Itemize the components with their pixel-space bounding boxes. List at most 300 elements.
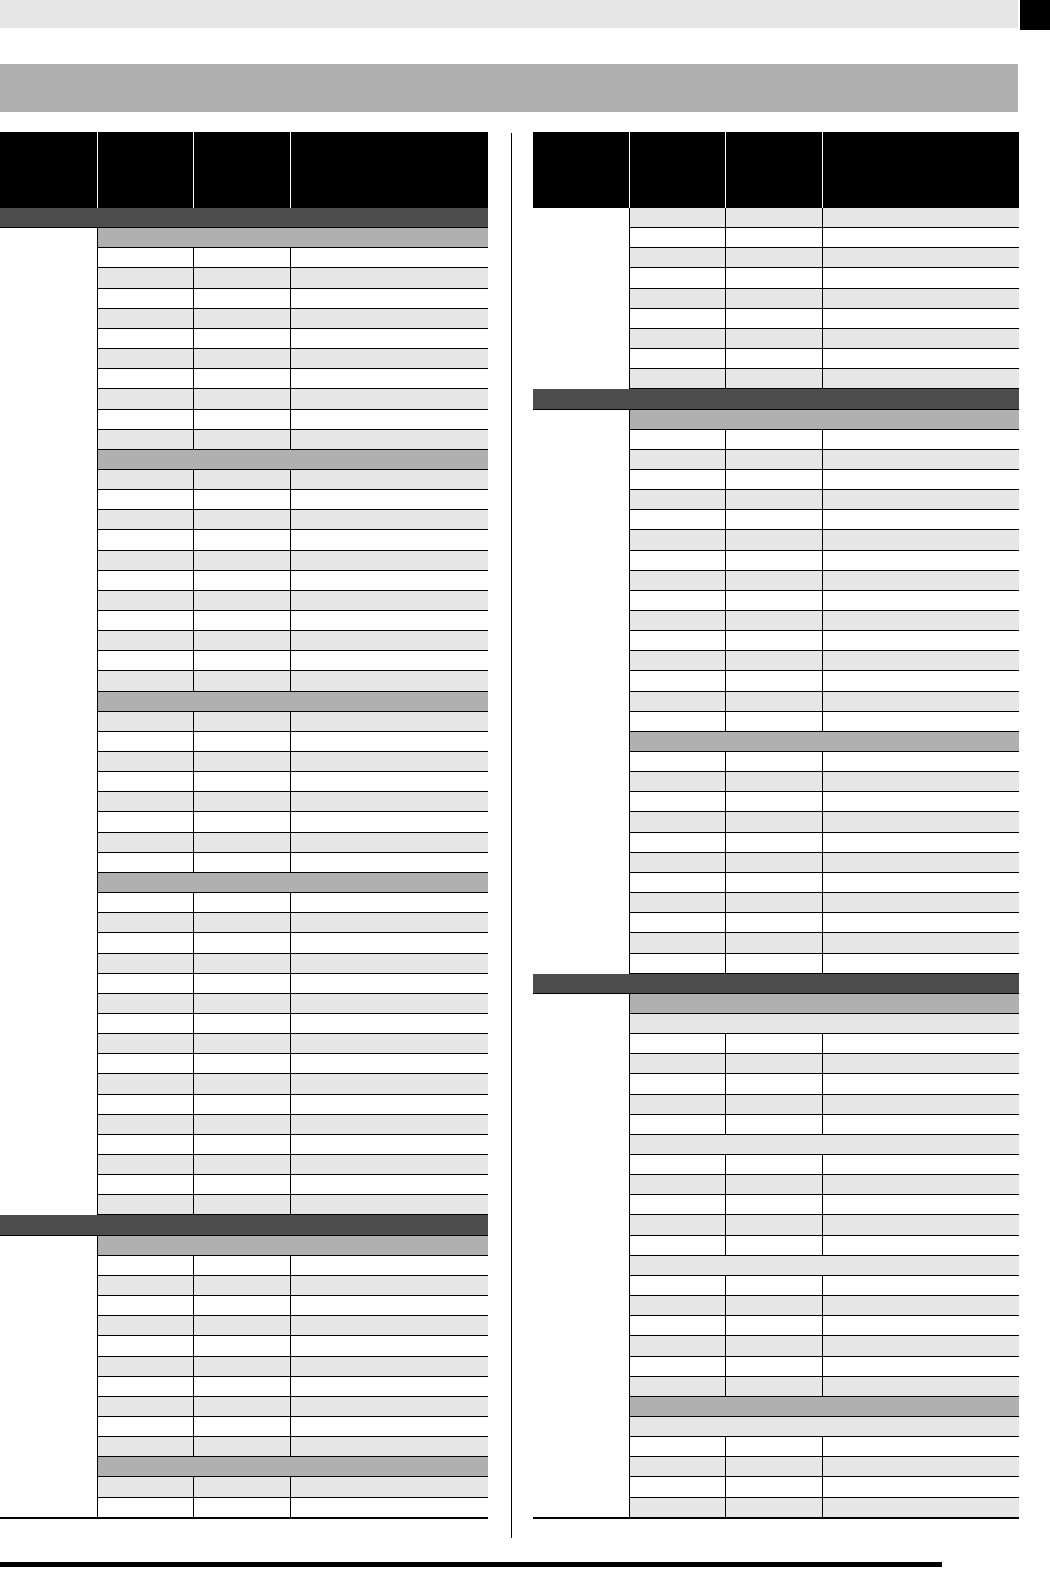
row-cell-a xyxy=(629,1155,725,1174)
table-row xyxy=(629,591,1019,611)
row-cell-b xyxy=(725,349,823,368)
group-row xyxy=(629,410,1019,430)
row-cell-b xyxy=(193,1477,291,1497)
row-cell-a xyxy=(629,954,725,973)
row-cell-b xyxy=(725,1074,823,1094)
table-row xyxy=(629,309,1019,329)
row-cell-c xyxy=(822,490,1020,509)
table-row xyxy=(629,692,1019,712)
row-cell-c xyxy=(822,651,1020,670)
row-cell-b xyxy=(193,671,291,691)
table-row xyxy=(97,893,488,913)
row-cell-b xyxy=(725,1215,823,1235)
row-cell-b xyxy=(193,1115,291,1134)
table-row xyxy=(97,812,488,833)
chapter-tab-marker xyxy=(1020,0,1050,30)
row-cell-c xyxy=(290,1316,489,1335)
row-cell-c xyxy=(290,1276,489,1295)
row-cell-a xyxy=(97,752,193,771)
table-row xyxy=(629,329,1019,349)
row-cell-c xyxy=(290,1437,489,1456)
row-cell-a xyxy=(97,1276,193,1295)
row-cell-c xyxy=(290,470,489,489)
header-column-separator xyxy=(193,132,194,208)
row-cell-a xyxy=(97,309,193,328)
table-row xyxy=(97,1054,488,1074)
row-cell-c xyxy=(822,510,1020,529)
table-row xyxy=(97,389,488,410)
table-row xyxy=(629,812,1019,833)
row-cell-a xyxy=(97,591,193,610)
table-row xyxy=(97,470,488,490)
top-margin-bar xyxy=(0,0,1018,28)
table-row xyxy=(629,1215,1019,1236)
row-cell-c xyxy=(290,389,489,409)
row-cell-c xyxy=(290,1397,489,1416)
row-cell-a xyxy=(629,228,725,247)
group-row xyxy=(97,1236,488,1256)
row-cell-c xyxy=(822,1074,1020,1094)
row-cell-c xyxy=(290,551,489,570)
row-cell-a xyxy=(97,490,193,509)
row-cell-c xyxy=(822,1437,1020,1456)
row-cell-c xyxy=(290,893,489,912)
row-cell-c xyxy=(290,268,489,288)
row-cell-a xyxy=(629,1377,725,1396)
table-row xyxy=(97,289,488,309)
row-cell-b xyxy=(193,1276,291,1295)
row-cell-a xyxy=(629,671,725,691)
table-row xyxy=(97,1256,488,1276)
table-row xyxy=(629,1155,1019,1175)
row-cell-a xyxy=(629,248,725,267)
row-cell-a xyxy=(629,1054,725,1073)
row-cell-b xyxy=(193,1256,291,1275)
table-row xyxy=(629,228,1019,248)
row-cell-c xyxy=(290,772,489,791)
row-cell-b xyxy=(725,792,823,811)
row-cell-c xyxy=(290,1155,489,1174)
row-cell-b xyxy=(193,309,291,328)
subgroup-row xyxy=(629,1256,1019,1276)
row-cell-c xyxy=(290,1074,489,1094)
row-cell-a xyxy=(97,1498,193,1517)
row-cell-b xyxy=(193,1054,291,1073)
row-cell-b xyxy=(193,1095,291,1114)
table-row xyxy=(97,1377,488,1397)
row-cell-a xyxy=(629,1095,725,1114)
row-cell-b xyxy=(193,893,291,912)
table-row xyxy=(629,772,1019,792)
row-cell-c xyxy=(290,309,489,328)
row-cell-a xyxy=(629,1357,725,1376)
row-cell-a xyxy=(629,651,725,670)
subgroup-row xyxy=(629,1135,1019,1155)
table-row xyxy=(629,1336,1019,1357)
row-cell-a xyxy=(629,712,725,731)
row-cell-c xyxy=(822,772,1020,791)
row-cell-a xyxy=(629,490,725,509)
row-cell-c xyxy=(290,430,489,449)
row-cell-a xyxy=(629,470,725,489)
header-column-separator xyxy=(629,132,630,208)
row-cell-a xyxy=(629,1457,725,1476)
row-cell-b xyxy=(725,772,823,791)
row-cell-c xyxy=(290,289,489,308)
row-cell-c xyxy=(822,913,1020,932)
row-cell-a xyxy=(97,268,193,288)
row-cell-a xyxy=(629,530,725,550)
row-cell-b xyxy=(193,631,291,650)
row-cell-c xyxy=(822,893,1020,912)
row-cell-c xyxy=(822,1155,1020,1174)
row-cell-b xyxy=(725,1054,823,1073)
row-cell-c xyxy=(290,510,489,529)
row-cell-a xyxy=(97,1256,193,1275)
category-row xyxy=(533,974,1019,994)
category-column-rule xyxy=(629,994,630,1518)
row-cell-b xyxy=(193,853,291,872)
row-cell-b xyxy=(725,611,823,630)
row-cell-b xyxy=(193,812,291,832)
row-cell-b xyxy=(725,510,823,529)
row-cell-b xyxy=(725,530,823,550)
column-divider xyxy=(511,133,512,1538)
table-row xyxy=(629,1195,1019,1215)
row-cell-a xyxy=(629,933,725,953)
row-cell-a xyxy=(97,1336,193,1356)
row-cell-a xyxy=(97,974,193,993)
table-row xyxy=(97,933,488,954)
row-cell-b xyxy=(725,893,823,912)
row-cell-b xyxy=(193,591,291,610)
row-cell-c xyxy=(822,1054,1020,1073)
row-cell-a xyxy=(629,631,725,650)
table-row xyxy=(97,772,488,792)
row-cell-a xyxy=(97,1135,193,1154)
row-cell-c xyxy=(822,591,1020,610)
table-row xyxy=(629,208,1019,228)
table-row xyxy=(629,551,1019,571)
row-cell-a xyxy=(97,1397,193,1416)
row-cell-b xyxy=(725,1115,823,1134)
row-cell-b xyxy=(193,1135,291,1154)
row-cell-b xyxy=(193,712,291,731)
row-cell-a xyxy=(629,1316,725,1335)
row-cell-b xyxy=(725,833,823,852)
table-row xyxy=(629,1357,1019,1377)
row-cell-a xyxy=(97,651,193,670)
row-cell-a xyxy=(97,833,193,852)
row-cell-c xyxy=(822,349,1020,368)
row-cell-b xyxy=(725,1195,823,1214)
row-cell-b xyxy=(193,1336,291,1356)
header-column-separator xyxy=(822,132,823,208)
row-cell-a xyxy=(629,1276,725,1295)
row-cell-c xyxy=(290,1357,489,1376)
row-cell-a xyxy=(629,1296,725,1315)
group-row xyxy=(97,692,488,712)
category-row xyxy=(533,389,1019,410)
row-cell-c xyxy=(290,1256,489,1275)
table-row xyxy=(629,1276,1019,1296)
row-cell-b xyxy=(193,1074,291,1094)
row-cell-b xyxy=(193,752,291,771)
row-cell-c xyxy=(822,1296,1020,1315)
table-row xyxy=(629,833,1019,853)
row-cell-b xyxy=(193,833,291,852)
row-cell-a xyxy=(97,369,193,388)
row-cell-a xyxy=(97,329,193,348)
row-cell-a xyxy=(629,1034,725,1053)
row-cell-c xyxy=(822,329,1020,348)
table-row xyxy=(629,913,1019,933)
row-cell-b xyxy=(193,329,291,348)
row-cell-c xyxy=(822,1115,1020,1134)
row-cell-b xyxy=(725,1316,823,1335)
table-row xyxy=(629,1095,1019,1115)
table-row xyxy=(629,1296,1019,1316)
table-row xyxy=(629,1437,1019,1457)
table-row xyxy=(629,450,1019,470)
table-row xyxy=(629,631,1019,651)
row-cell-c xyxy=(290,732,489,751)
row-cell-b xyxy=(725,712,823,731)
table-row xyxy=(629,1074,1019,1095)
row-cell-b xyxy=(725,309,823,328)
row-cell-c xyxy=(290,631,489,650)
row-cell-a xyxy=(97,349,193,368)
row-cell-b xyxy=(193,1498,291,1517)
table-row xyxy=(629,289,1019,309)
row-cell-b xyxy=(725,671,823,691)
row-cell-b xyxy=(193,651,291,670)
table-row xyxy=(629,248,1019,268)
row-cell-a xyxy=(629,591,725,610)
row-cell-c xyxy=(822,853,1020,872)
row-cell-b xyxy=(725,692,823,711)
table-row xyxy=(97,1276,488,1296)
row-cell-b xyxy=(193,1014,291,1033)
row-cell-c xyxy=(822,611,1020,630)
row-cell-a xyxy=(629,792,725,811)
table-row xyxy=(97,974,488,994)
table-row xyxy=(97,410,488,430)
row-cell-a xyxy=(629,349,725,368)
page-footer-rule xyxy=(0,1562,942,1567)
row-cell-c xyxy=(822,1357,1020,1376)
row-cell-c xyxy=(290,752,489,771)
row-cell-a xyxy=(97,772,193,791)
row-cell-a xyxy=(97,248,193,267)
row-cell-a xyxy=(97,1014,193,1033)
row-cell-a xyxy=(629,873,725,892)
row-cell-a xyxy=(629,752,725,771)
row-cell-b xyxy=(193,571,291,590)
table-row xyxy=(97,792,488,812)
row-cell-c xyxy=(290,369,489,388)
row-cell-c xyxy=(290,712,489,731)
row-cell-b xyxy=(193,611,291,630)
table-end-rule xyxy=(0,1517,488,1519)
row-cell-c xyxy=(822,530,1020,550)
row-cell-c xyxy=(822,1276,1020,1295)
row-cell-c xyxy=(290,1377,489,1396)
row-cell-b xyxy=(725,1175,823,1194)
row-cell-b xyxy=(193,913,291,932)
table-row xyxy=(97,1195,488,1215)
row-cell-a xyxy=(629,551,725,570)
row-cell-c xyxy=(822,1236,1020,1255)
row-cell-c xyxy=(290,853,489,872)
table-row xyxy=(629,611,1019,631)
row-cell-c xyxy=(290,1195,489,1214)
row-cell-a xyxy=(97,1377,193,1396)
table-header xyxy=(0,132,488,208)
row-cell-b xyxy=(193,933,291,953)
row-cell-c xyxy=(822,309,1020,328)
row-cell-c xyxy=(822,571,1020,590)
row-cell-c xyxy=(822,470,1020,489)
row-cell-b xyxy=(725,490,823,509)
category-column-rule xyxy=(97,1236,98,1518)
row-cell-b xyxy=(725,1095,823,1114)
row-cell-c xyxy=(290,611,489,630)
group-row xyxy=(97,450,488,470)
table-row xyxy=(97,510,488,530)
table-row xyxy=(629,1316,1019,1336)
row-cell-c xyxy=(822,450,1020,469)
row-cell-c xyxy=(290,329,489,348)
row-cell-a xyxy=(629,1215,725,1235)
row-cell-a xyxy=(629,1074,725,1094)
row-cell-a xyxy=(97,551,193,570)
row-cell-c xyxy=(290,812,489,832)
row-cell-c xyxy=(822,1498,1020,1517)
table-row xyxy=(629,954,1019,974)
row-cell-b xyxy=(193,974,291,993)
row-cell-c xyxy=(290,248,489,267)
row-cell-b xyxy=(193,994,291,1013)
group-row xyxy=(97,873,488,893)
row-cell-c xyxy=(290,349,489,368)
row-cell-b xyxy=(193,1175,291,1194)
table-row xyxy=(97,248,488,268)
table-row xyxy=(629,893,1019,913)
table-row xyxy=(629,1034,1019,1054)
row-cell-b xyxy=(725,1357,823,1376)
row-cell-b xyxy=(193,389,291,409)
row-cell-a xyxy=(629,430,725,449)
table-row xyxy=(629,349,1019,369)
row-cell-a xyxy=(97,853,193,872)
table-row xyxy=(629,873,1019,893)
table-row xyxy=(629,1115,1019,1135)
table-row xyxy=(97,490,488,510)
table-row xyxy=(97,671,488,692)
header-column-separator xyxy=(725,132,726,208)
table-row xyxy=(629,1175,1019,1195)
row-cell-a xyxy=(629,510,725,529)
row-cell-a xyxy=(629,611,725,630)
row-cell-b xyxy=(193,410,291,429)
row-cell-a xyxy=(629,692,725,711)
row-cell-b xyxy=(725,430,823,449)
row-cell-a xyxy=(629,853,725,872)
row-cell-a xyxy=(629,369,725,388)
row-cell-a xyxy=(97,994,193,1013)
table-row xyxy=(97,530,488,551)
row-cell-b xyxy=(725,1236,823,1255)
table-row xyxy=(97,1296,488,1316)
row-cell-c xyxy=(290,1014,489,1033)
row-cell-b xyxy=(725,1457,823,1476)
row-cell-b xyxy=(725,470,823,489)
table-row xyxy=(97,1397,488,1417)
row-cell-c xyxy=(822,268,1020,288)
row-cell-c xyxy=(290,410,489,429)
row-cell-a xyxy=(97,1034,193,1053)
table-row xyxy=(97,712,488,732)
row-cell-a xyxy=(97,611,193,630)
row-cell-a xyxy=(97,410,193,429)
row-cell-b xyxy=(193,470,291,489)
row-cell-c xyxy=(290,954,489,973)
table-row xyxy=(97,1074,488,1095)
row-cell-a xyxy=(629,289,725,308)
table-row xyxy=(97,591,488,611)
row-cell-a xyxy=(629,772,725,791)
row-cell-b xyxy=(725,289,823,308)
row-cell-b xyxy=(193,1377,291,1396)
category-row xyxy=(0,208,488,228)
row-cell-b xyxy=(725,1034,823,1053)
row-cell-a xyxy=(629,833,725,852)
table-row xyxy=(97,954,488,974)
table-row xyxy=(629,853,1019,873)
section-title-bar xyxy=(0,64,1018,112)
row-cell-c xyxy=(290,913,489,932)
table-row xyxy=(97,853,488,873)
row-cell-a xyxy=(97,1437,193,1456)
row-cell-c xyxy=(290,490,489,509)
table-row xyxy=(97,732,488,752)
group-row xyxy=(97,228,488,248)
row-cell-c xyxy=(290,1417,489,1436)
row-cell-b xyxy=(725,651,823,670)
group-row xyxy=(97,1457,488,1477)
table-row xyxy=(629,1377,1019,1397)
row-cell-b xyxy=(193,268,291,288)
table-row xyxy=(97,1477,488,1498)
row-cell-b xyxy=(725,571,823,590)
row-cell-b xyxy=(193,1034,291,1053)
row-cell-b xyxy=(725,248,823,267)
table-row xyxy=(97,1135,488,1155)
row-cell-b xyxy=(725,1477,823,1497)
row-cell-a xyxy=(629,1477,725,1497)
table-row xyxy=(629,792,1019,812)
row-cell-a xyxy=(629,1498,725,1517)
row-cell-c xyxy=(290,833,489,852)
table-header xyxy=(533,132,1019,208)
table-row xyxy=(629,752,1019,772)
row-cell-c xyxy=(822,792,1020,811)
row-cell-b xyxy=(725,1336,823,1356)
subgroup-row xyxy=(629,1014,1019,1034)
row-cell-c xyxy=(822,1195,1020,1214)
row-cell-c xyxy=(822,1095,1020,1114)
